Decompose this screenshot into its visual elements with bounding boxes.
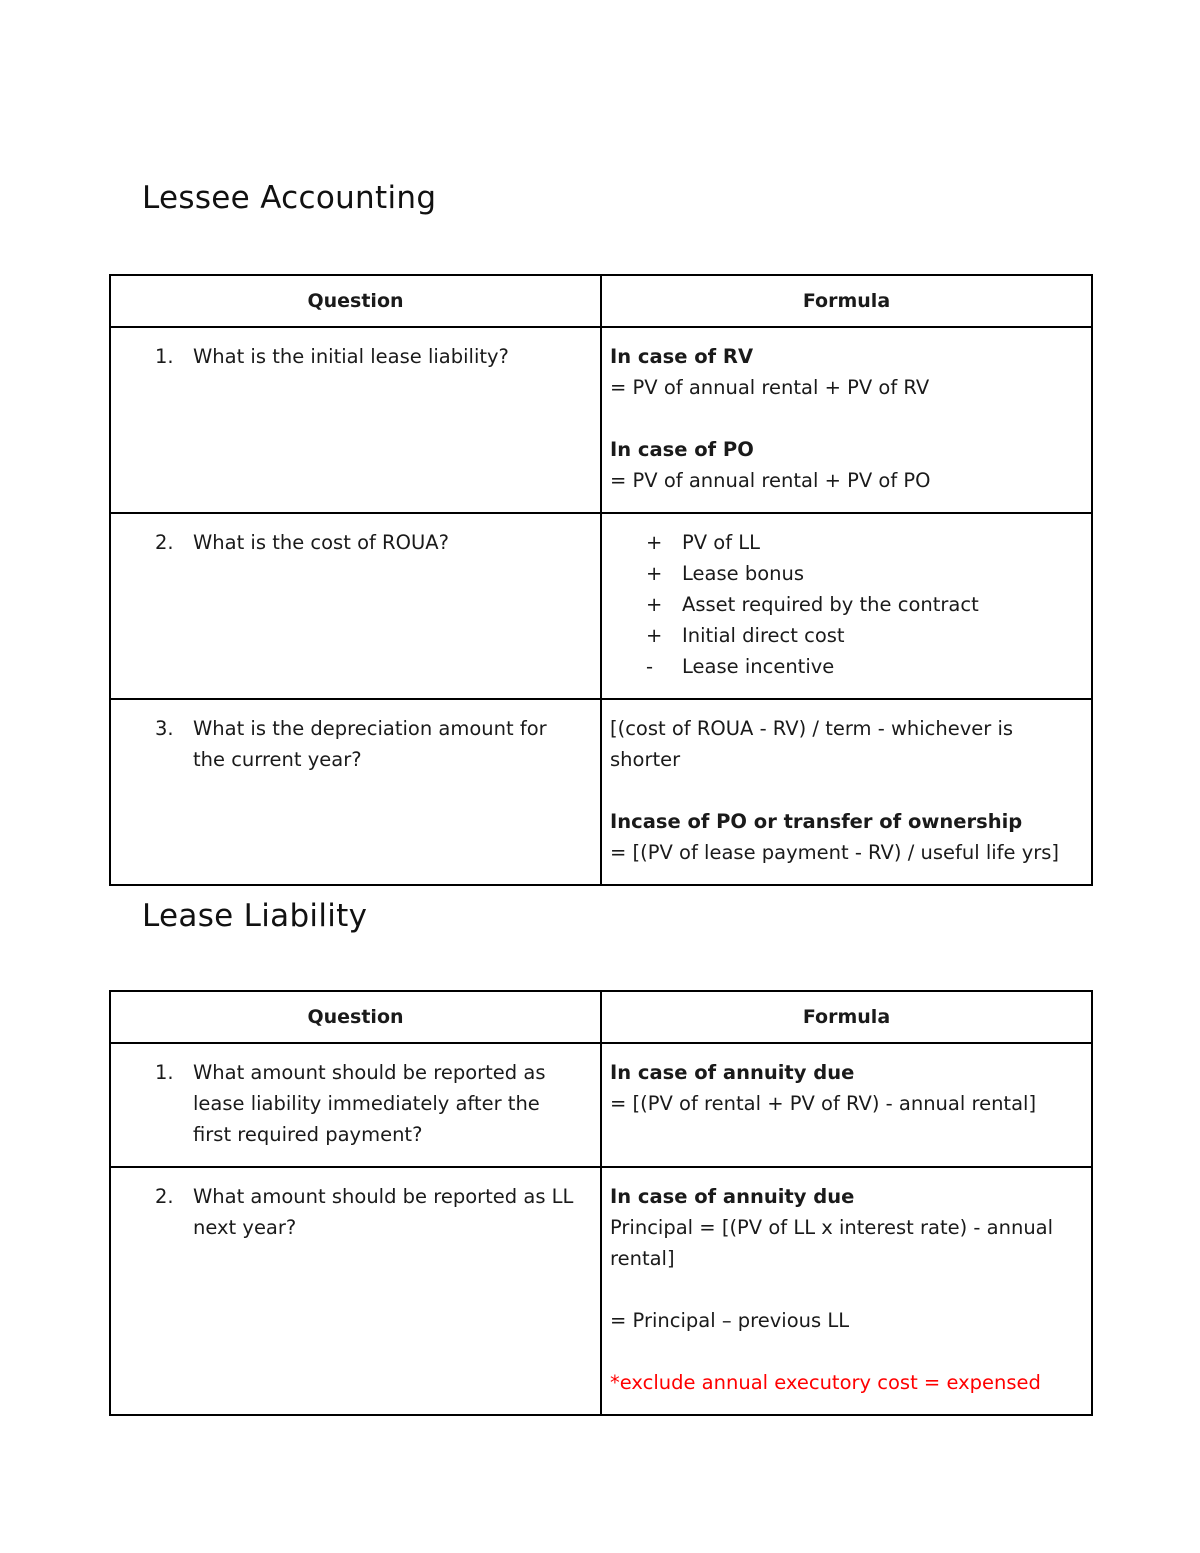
formula-cell [601,1043,1092,1167]
question-number: 1. [155,345,174,368]
formula-line: = [(PV of rental + PV of RV) - annual rental] [610,1092,1037,1115]
formula-line: = [(PV of lease payment - RV) / useful life yrs] [610,841,1060,864]
table-row [110,699,1092,885]
question-cell [110,327,601,513]
operator-symbol: + [646,531,663,554]
question-cell [110,699,601,885]
operator-symbol: + [646,624,663,647]
list-item-text: Asset required by the contract [682,593,979,616]
list-item [646,589,1077,620]
formula-heading: Incase of PO or transfer of ownership [610,810,1023,833]
table-row [110,1043,1092,1167]
question-cell [110,513,601,699]
section-title-lease-liability: Lease Liability [142,898,368,934]
question-text: What is the initial lease liability? [193,345,509,368]
section-title-lessee-accounting: Lessee Accounting [142,180,437,216]
question-number: 1. [155,1061,174,1084]
operator-symbol: - [646,655,654,678]
question-cell [110,1167,601,1415]
operator-symbol: + [646,593,663,616]
question-text: What amount should be reported as LL next year? [193,1185,574,1239]
list-item-text: Initial direct cost [682,624,845,647]
formula-heading: In case of RV [610,345,754,368]
question-number: 2. [155,531,174,554]
table-row [110,1167,1092,1415]
question-text: What is the cost of ROUA? [193,531,449,554]
table-header-row [110,991,1092,1043]
question-text: What amount should be reported as lease liability immediately after the first required payment? [193,1061,546,1146]
table-row [110,513,1092,699]
formula-line: = PV of annual rental + PV of PO [610,469,931,492]
formula-line: = PV of annual rental + PV of RV [610,376,930,399]
lease-liability-table [109,990,1093,1416]
question-number: 3. [155,717,174,740]
operator-symbol: + [646,562,663,585]
formula-cell [601,1167,1092,1415]
lessee-accounting-table [109,274,1093,886]
formula-line: Principal = [(PV of LL x interest rate) - annual rental] [610,1216,1054,1270]
column-header-formula: Formula [601,275,1092,327]
column-header-question: Question [110,991,601,1043]
formula-cell [601,513,1092,699]
list-item-text: Lease bonus [682,562,805,585]
question-text: What is the depreciation amount for the current year? [193,717,547,771]
question-cell [110,1043,601,1167]
table-row [110,327,1092,513]
question-number: 2. [155,1185,174,1208]
formula-heading: In case of annuity due [610,1185,855,1208]
formula-line: = Principal – previous LL [610,1309,850,1332]
formula-heading: In case of annuity due [610,1061,855,1084]
list-item-text: Lease incentive [682,655,835,678]
column-header-question: Question [110,275,601,327]
list-item-text: PV of LL [682,531,761,554]
formula-line: [(cost of ROUA - RV) / term - whichever is shorter [610,717,1014,771]
formula-heading: In case of PO [610,438,754,461]
list-item [646,651,1077,682]
cost-component-list [610,527,1077,682]
list-item [646,558,1077,589]
table-header-row [110,275,1092,327]
list-item [646,620,1077,651]
formula-note: *exclude annual executory cost = expensed [610,1371,1041,1394]
column-header-formula: Formula [601,991,1092,1043]
list-item [646,527,1077,558]
formula-cell [601,327,1092,513]
formula-cell [601,699,1092,885]
